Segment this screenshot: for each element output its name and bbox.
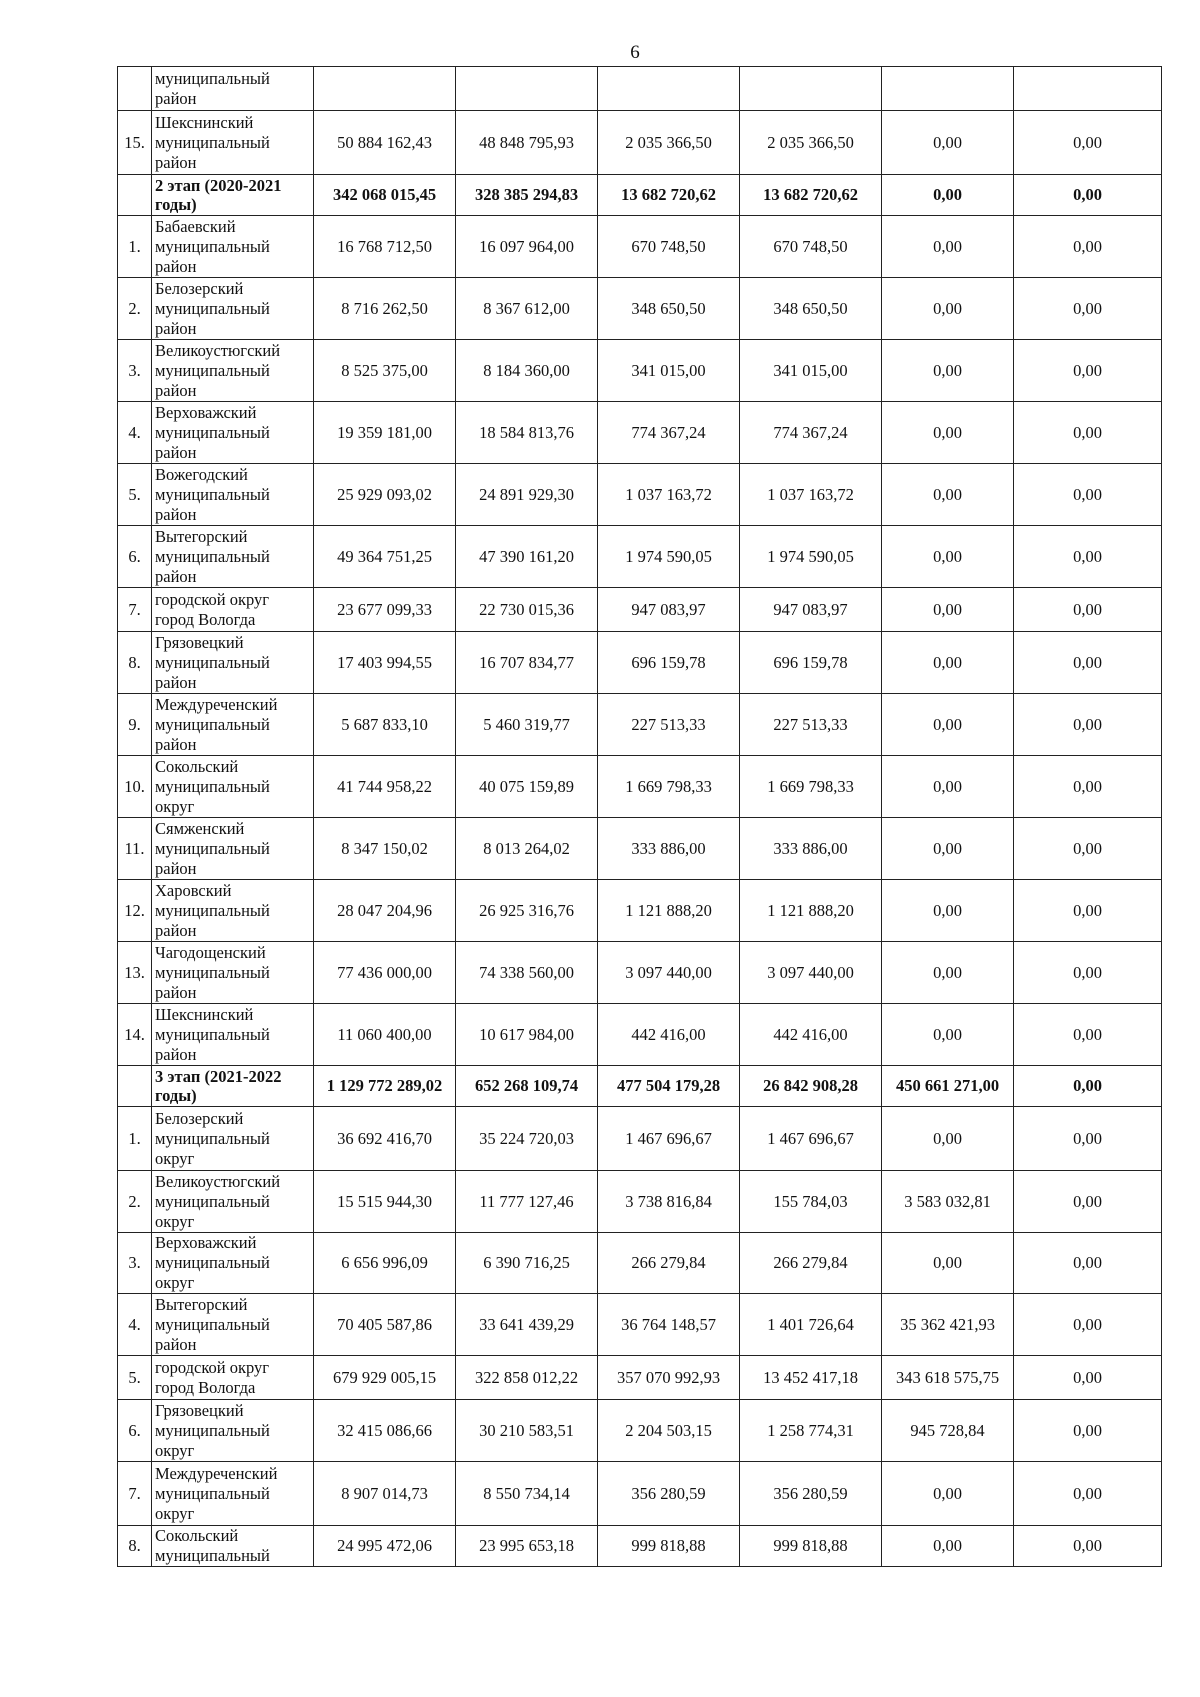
fund-amount-cell: 0,00 <box>882 756 1014 818</box>
total-amount-cell: 8 347 150,02 <box>314 818 456 880</box>
fund-amount-cell: 0,00 <box>882 1462 1014 1526</box>
table-row <box>118 1294 1162 1356</box>
row-number-cell: 15. <box>118 111 152 175</box>
total-amount-cell: 16 768 712,50 <box>314 216 456 278</box>
total-amount-cell: 8 525 375,00 <box>314 340 456 402</box>
municipality-name-cell: Чагодощенский муниципальный район <box>152 942 314 1004</box>
total-amount-cell: 19 359 181,00 <box>314 402 456 464</box>
regional-total-cell: 1 121 888,20 <box>598 880 740 942</box>
regional-budget-cell: 356 280,59 <box>740 1462 882 1526</box>
federal-funds-cell: 30 210 583,51 <box>456 1400 598 1462</box>
table-row <box>118 402 1162 464</box>
fund-amount-cell: 0,00 <box>882 340 1014 402</box>
table-row <box>118 942 1162 1004</box>
municipality-name-cell: Верховажский муниципальный округ <box>152 1233 314 1294</box>
total-amount-cell: 6 656 996,09 <box>314 1233 456 1294</box>
regional-budget-cell: 1 401 726,64 <box>740 1294 882 1356</box>
regional-total-cell: 670 748,50 <box>598 216 740 278</box>
table-row <box>118 694 1162 756</box>
total-amount-cell: 41 744 958,22 <box>314 756 456 818</box>
local-budget-cell <box>1014 67 1162 111</box>
row-number-cell: 1. <box>118 216 152 278</box>
municipality-name-cell: Сокольский муниципальный <box>152 1526 314 1567</box>
row-number-cell <box>118 1066 152 1107</box>
regional-total-cell: 1 467 696,67 <box>598 1107 740 1171</box>
table-row <box>118 1400 1162 1462</box>
regional-total-cell: 442 416,00 <box>598 1004 740 1066</box>
municipality-name-cell: Великоустюгский муниципальный округ <box>152 1171 314 1233</box>
total-amount-cell: 36 692 416,70 <box>314 1107 456 1171</box>
local-budget-cell: 0,00 <box>1014 175 1162 216</box>
table-row <box>118 216 1162 278</box>
regional-budget-cell: 155 784,03 <box>740 1171 882 1233</box>
regional-budget-cell: 333 886,00 <box>740 818 882 880</box>
table-row <box>118 278 1162 340</box>
federal-funds-cell: 40 075 159,89 <box>456 756 598 818</box>
regional-budget-cell: 2 035 366,50 <box>740 111 882 175</box>
total-amount-cell: 5 687 833,10 <box>314 694 456 756</box>
local-budget-cell: 0,00 <box>1014 1171 1162 1233</box>
federal-funds-cell: 11 777 127,46 <box>456 1171 598 1233</box>
fund-amount-cell: 0,00 <box>882 111 1014 175</box>
regional-budget-cell <box>740 67 882 111</box>
total-amount-cell: 23 677 099,33 <box>314 588 456 632</box>
table-row <box>118 464 1162 526</box>
federal-funds-cell: 33 641 439,29 <box>456 1294 598 1356</box>
federal-funds-cell: 48 848 795,93 <box>456 111 598 175</box>
regional-total-cell: 333 886,00 <box>598 818 740 880</box>
local-budget-cell: 0,00 <box>1014 1004 1162 1066</box>
municipality-name-cell: Грязовецкий муниципальный округ <box>152 1400 314 1462</box>
fund-amount-cell: 0,00 <box>882 216 1014 278</box>
regional-budget-cell: 13 682 720,62 <box>740 175 882 216</box>
municipality-name-cell: Шекснинский муниципальный район <box>152 1004 314 1066</box>
federal-funds-cell: 6 390 716,25 <box>456 1233 598 1294</box>
local-budget-cell: 0,00 <box>1014 216 1162 278</box>
regional-budget-cell: 1 121 888,20 <box>740 880 882 942</box>
local-budget-cell: 0,00 <box>1014 1107 1162 1171</box>
total-amount-cell: 28 047 204,96 <box>314 880 456 942</box>
municipality-name-cell: Междуреченский муниципальный округ <box>152 1462 314 1526</box>
municipality-name-cell: 2 этап (2020-2021 годы) <box>152 175 314 216</box>
regional-budget-cell: 227 513,33 <box>740 694 882 756</box>
regional-budget-cell: 341 015,00 <box>740 340 882 402</box>
total-amount-cell <box>314 67 456 111</box>
row-number-cell: 8. <box>118 1526 152 1567</box>
regional-budget-cell: 3 097 440,00 <box>740 942 882 1004</box>
table-row <box>118 880 1162 942</box>
table-row <box>118 111 1162 175</box>
municipality-name-cell: Сокольский муниципальный округ <box>152 756 314 818</box>
total-amount-cell: 50 884 162,43 <box>314 111 456 175</box>
regional-total-cell: 999 818,88 <box>598 1526 740 1567</box>
municipality-name-cell: городской округ город Вологда <box>152 1356 314 1400</box>
fund-amount-cell <box>882 67 1014 111</box>
local-budget-cell: 0,00 <box>1014 694 1162 756</box>
fund-amount-cell: 0,00 <box>882 526 1014 588</box>
local-budget-cell: 0,00 <box>1014 111 1162 175</box>
municipality-name-cell: Междуреченский муниципальный район <box>152 694 314 756</box>
fund-amount-cell: 0,00 <box>882 588 1014 632</box>
table-row <box>118 526 1162 588</box>
fund-amount-cell: 0,00 <box>882 880 1014 942</box>
local-budget-cell: 0,00 <box>1014 526 1162 588</box>
regional-budget-cell: 13 452 417,18 <box>740 1356 882 1400</box>
regional-total-cell: 1 974 590,05 <box>598 526 740 588</box>
total-amount-cell: 17 403 994,55 <box>314 632 456 694</box>
federal-funds-cell: 16 707 834,77 <box>456 632 598 694</box>
regional-total-cell <box>598 67 740 111</box>
federal-funds-cell: 652 268 109,74 <box>456 1066 598 1107</box>
regional-budget-cell: 26 842 908,28 <box>740 1066 882 1107</box>
municipality-name-cell: Вожегодский муниципальный район <box>152 464 314 526</box>
municipality-name-cell: Шекснинский муниципальный район <box>152 111 314 175</box>
regional-total-cell: 477 504 179,28 <box>598 1066 740 1107</box>
table-row <box>118 1462 1162 1526</box>
regional-budget-cell: 1 669 798,33 <box>740 756 882 818</box>
regional-budget-cell: 1 974 590,05 <box>740 526 882 588</box>
federal-funds-cell: 22 730 015,36 <box>456 588 598 632</box>
fund-amount-cell: 0,00 <box>882 175 1014 216</box>
municipality-name-cell: Великоустюгский муниципальный район <box>152 340 314 402</box>
local-budget-cell: 0,00 <box>1014 402 1162 464</box>
local-budget-cell: 0,00 <box>1014 278 1162 340</box>
regional-total-cell: 348 650,50 <box>598 278 740 340</box>
total-amount-cell: 49 364 751,25 <box>314 526 456 588</box>
table-row <box>118 1171 1162 1233</box>
municipality-name-cell: городской округ город Вологда <box>152 588 314 632</box>
fund-amount-cell: 0,00 <box>882 694 1014 756</box>
regional-budget-cell: 947 083,97 <box>740 588 882 632</box>
regional-total-cell: 266 279,84 <box>598 1233 740 1294</box>
regional-total-cell: 13 682 720,62 <box>598 175 740 216</box>
row-number-cell: 13. <box>118 942 152 1004</box>
regional-budget-cell: 1 037 163,72 <box>740 464 882 526</box>
row-number-cell: 5. <box>118 464 152 526</box>
regional-total-cell: 3 738 816,84 <box>598 1171 740 1233</box>
fund-amount-cell: 0,00 <box>882 942 1014 1004</box>
fund-amount-cell: 0,00 <box>882 1526 1014 1567</box>
regional-total-cell: 357 070 992,93 <box>598 1356 740 1400</box>
fund-amount-cell: 3 583 032,81 <box>882 1171 1014 1233</box>
municipality-name-cell: Верховажский муниципальный район <box>152 402 314 464</box>
row-number-cell: 2. <box>118 1171 152 1233</box>
federal-funds-cell: 8 184 360,00 <box>456 340 598 402</box>
regional-budget-cell: 999 818,88 <box>740 1526 882 1567</box>
table-row <box>118 1526 1162 1567</box>
row-number-cell: 7. <box>118 1462 152 1526</box>
regional-total-cell: 341 015,00 <box>598 340 740 402</box>
municipality-name-cell: 3 этап (2021-2022 годы) <box>152 1066 314 1107</box>
federal-funds-cell: 8 013 264,02 <box>456 818 598 880</box>
fund-amount-cell: 945 728,84 <box>882 1400 1014 1462</box>
municipality-name-cell: Вытегорский муниципальный район <box>152 1294 314 1356</box>
fund-amount-cell: 0,00 <box>882 1233 1014 1294</box>
regional-budget-cell: 442 416,00 <box>740 1004 882 1066</box>
row-number-cell: 10. <box>118 756 152 818</box>
regional-budget-cell: 670 748,50 <box>740 216 882 278</box>
table-row <box>118 1004 1162 1066</box>
regional-budget-cell: 774 367,24 <box>740 402 882 464</box>
federal-funds-cell: 328 385 294,83 <box>456 175 598 216</box>
federal-funds-cell: 8 550 734,14 <box>456 1462 598 1526</box>
total-amount-cell: 70 405 587,86 <box>314 1294 456 1356</box>
federal-funds-cell: 24 891 929,30 <box>456 464 598 526</box>
regional-total-cell: 2 035 366,50 <box>598 111 740 175</box>
regional-budget-cell: 696 159,78 <box>740 632 882 694</box>
regional-budget-cell: 1 258 774,31 <box>740 1400 882 1462</box>
fund-amount-cell: 0,00 <box>882 818 1014 880</box>
page-number: 6 <box>630 42 640 63</box>
fund-amount-cell: 0,00 <box>882 402 1014 464</box>
local-budget-cell: 0,00 <box>1014 464 1162 526</box>
municipality-name-cell: муниципальный район <box>152 67 314 111</box>
row-number-cell: 9. <box>118 694 152 756</box>
total-amount-cell: 15 515 944,30 <box>314 1171 456 1233</box>
total-amount-cell: 32 415 086,66 <box>314 1400 456 1462</box>
federal-funds-cell: 26 925 316,76 <box>456 880 598 942</box>
federal-funds-cell <box>456 67 598 111</box>
federal-funds-cell: 23 995 653,18 <box>456 1526 598 1567</box>
row-number-cell: 3. <box>118 1233 152 1294</box>
local-budget-cell: 0,00 <box>1014 1066 1162 1107</box>
regional-total-cell: 1 669 798,33 <box>598 756 740 818</box>
federal-funds-cell: 74 338 560,00 <box>456 942 598 1004</box>
regional-total-cell: 947 083,97 <box>598 588 740 632</box>
table-row <box>118 1356 1162 1400</box>
total-amount-cell: 1 129 772 289,02 <box>314 1066 456 1107</box>
row-number-cell <box>118 175 152 216</box>
row-number-cell: 1. <box>118 1107 152 1171</box>
regional-total-cell: 1 037 163,72 <box>598 464 740 526</box>
fund-amount-cell: 450 661 271,00 <box>882 1066 1014 1107</box>
total-amount-cell: 8 716 262,50 <box>314 278 456 340</box>
local-budget-cell: 0,00 <box>1014 818 1162 880</box>
row-number-cell: 11. <box>118 818 152 880</box>
regional-total-cell: 227 513,33 <box>598 694 740 756</box>
municipality-name-cell: Вытегорский муниципальный район <box>152 526 314 588</box>
local-budget-cell: 0,00 <box>1014 1400 1162 1462</box>
federal-funds-cell: 322 858 012,22 <box>456 1356 598 1400</box>
local-budget-cell: 0,00 <box>1014 1356 1162 1400</box>
budget-table <box>117 66 1162 1567</box>
total-amount-cell: 8 907 014,73 <box>314 1462 456 1526</box>
local-budget-cell: 0,00 <box>1014 1294 1162 1356</box>
local-budget-cell: 0,00 <box>1014 880 1162 942</box>
fund-amount-cell: 0,00 <box>882 632 1014 694</box>
table-row <box>118 818 1162 880</box>
municipality-name-cell: Грязовецкий муниципальный район <box>152 632 314 694</box>
local-budget-cell: 0,00 <box>1014 1462 1162 1526</box>
local-budget-cell: 0,00 <box>1014 756 1162 818</box>
row-number-cell: 4. <box>118 402 152 464</box>
row-number-cell <box>118 67 152 111</box>
row-number-cell: 2. <box>118 278 152 340</box>
local-budget-cell: 0,00 <box>1014 340 1162 402</box>
local-budget-cell: 0,00 <box>1014 942 1162 1004</box>
total-amount-cell: 77 436 000,00 <box>314 942 456 1004</box>
federal-funds-cell: 8 367 612,00 <box>456 278 598 340</box>
row-number-cell: 14. <box>118 1004 152 1066</box>
table-row <box>118 67 1162 111</box>
table-row <box>118 632 1162 694</box>
municipality-name-cell: Белозерский муниципальный район <box>152 278 314 340</box>
regional-total-cell: 696 159,78 <box>598 632 740 694</box>
local-budget-cell: 0,00 <box>1014 1526 1162 1567</box>
table-row <box>118 340 1162 402</box>
federal-funds-cell: 35 224 720,03 <box>456 1107 598 1171</box>
municipality-name-cell: Бабаевский муниципальный район <box>152 216 314 278</box>
table-body <box>118 67 1162 1567</box>
total-amount-cell: 679 929 005,15 <box>314 1356 456 1400</box>
row-number-cell: 6. <box>118 526 152 588</box>
regional-total-cell: 36 764 148,57 <box>598 1294 740 1356</box>
regional-total-cell: 356 280,59 <box>598 1462 740 1526</box>
total-amount-cell: 342 068 015,45 <box>314 175 456 216</box>
row-number-cell: 5. <box>118 1356 152 1400</box>
federal-funds-cell: 47 390 161,20 <box>456 526 598 588</box>
row-number-cell: 12. <box>118 880 152 942</box>
regional-budget-cell: 1 467 696,67 <box>740 1107 882 1171</box>
fund-amount-cell: 0,00 <box>882 464 1014 526</box>
municipality-name-cell: Харовский муниципальный район <box>152 880 314 942</box>
local-budget-cell: 0,00 <box>1014 588 1162 632</box>
table-row <box>118 756 1162 818</box>
fund-amount-cell: 343 618 575,75 <box>882 1356 1014 1400</box>
federal-funds-cell: 10 617 984,00 <box>456 1004 598 1066</box>
federal-funds-cell: 16 097 964,00 <box>456 216 598 278</box>
stage-row <box>118 1066 1162 1107</box>
total-amount-cell: 24 995 472,06 <box>314 1526 456 1567</box>
table-row <box>118 588 1162 632</box>
fund-amount-cell: 0,00 <box>882 1107 1014 1171</box>
fund-amount-cell: 0,00 <box>882 278 1014 340</box>
table-row <box>118 1233 1162 1294</box>
regional-total-cell: 2 204 503,15 <box>598 1400 740 1462</box>
stage-row <box>118 175 1162 216</box>
federal-funds-cell: 5 460 319,77 <box>456 694 598 756</box>
municipality-name-cell: Белозерский муниципальный округ <box>152 1107 314 1171</box>
fund-amount-cell: 35 362 421,93 <box>882 1294 1014 1356</box>
fund-amount-cell: 0,00 <box>882 1004 1014 1066</box>
municipality-name-cell: Сямженский муниципальный район <box>152 818 314 880</box>
row-number-cell: 4. <box>118 1294 152 1356</box>
row-number-cell: 8. <box>118 632 152 694</box>
federal-funds-cell: 18 584 813,76 <box>456 402 598 464</box>
row-number-cell: 7. <box>118 588 152 632</box>
total-amount-cell: 25 929 093,02 <box>314 464 456 526</box>
regional-total-cell: 3 097 440,00 <box>598 942 740 1004</box>
row-number-cell: 3. <box>118 340 152 402</box>
total-amount-cell: 11 060 400,00 <box>314 1004 456 1066</box>
local-budget-cell: 0,00 <box>1014 1233 1162 1294</box>
row-number-cell: 6. <box>118 1400 152 1462</box>
regional-budget-cell: 348 650,50 <box>740 278 882 340</box>
regional-budget-cell: 266 279,84 <box>740 1233 882 1294</box>
local-budget-cell: 0,00 <box>1014 632 1162 694</box>
table-row <box>118 1107 1162 1171</box>
regional-total-cell: 774 367,24 <box>598 402 740 464</box>
